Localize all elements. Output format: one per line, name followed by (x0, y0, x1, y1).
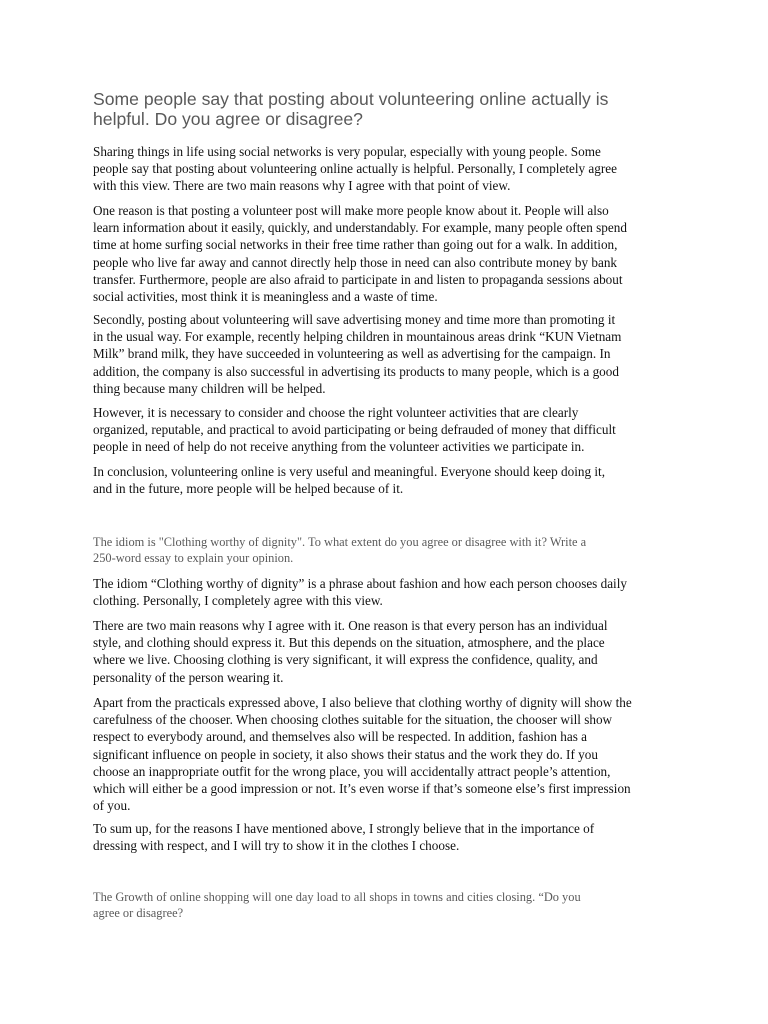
essay1-paragraph-reason-one: One reason is that posting a volunteer post will make more people know about it. People will also learn information about it easily, quickly, and understandably. For example, many people often spend time at home surfing social networks in their free time rather than going out for a walk. In addition, people who live far away and cannot directly help those in need can also contribute money by bank transfer. Furthermore, people are also afraid to participate in and listen to propaganda sessions about social activities, most think it is meaningless and a waste of time. (93, 203, 627, 305)
essay2-prompt: The idiom is "Clothing worthy of dignity". To what extent do you agree or disagree with it? Write a 250-word essay to explain your opinion. (93, 535, 587, 565)
essay1-paragraph-reason-two: Secondly, posting about volunteering will save advertising money and time more than promoting it in the usual way. For example, recently helping children in mountainous areas drink “KUN Vietnam Milk” brand milk, they have succeeded in volunteering as well as advertising for the campaign. In addition, the company is also successful in advertising its products to many people, which is a good thing because many children will be helped. (93, 312, 622, 396)
essay1-paragraph-however: However, it is necessary to consider and choose the right volunteer activities that are clearly organized, reputable, and practical to avoid participating or being defrauded of money that difficult people in need of help do not receive anything from the volunteer activities we participate in. (93, 405, 616, 455)
essay2-paragraph-intro: The idiom “Clothing worthy of dignity” is a phrase about fashion and how each person chooses daily clothing. Personally, I completely agree with this view. (93, 576, 627, 609)
essay2-paragraph-reasons: There are two main reasons why I agree with it. One reason is that every person has an individual style, and clothing should express it. But this depends on the situation, atmosphere, and the place where we live. Choosing clothing is very significant, it will express the confidence, quality, and personality of the person wearing it. (93, 618, 608, 685)
essay2-paragraph-carefulness: Apart from the practicals expressed above, I also believe that clothing worthy of dignity will show the carefulness of the chooser. When choosing clothes suitable for the situation, the chooser will show respect to everybody around, and themselves also will be respected. In addition, fashion has a significant influence on people in society, it also shows their status and the work they do. If you choose an inappropriate outfit for the wrong place, you will accidentally attract people’s attention, which will either be a good impression or not. It’s even worse if that’s someone else’s first impression of you. (93, 695, 632, 814)
essay3-prompt: The Growth of online shopping will one day load to all shops in towns and cities closing. “Do you agree or disagree? (93, 890, 581, 920)
essay1-title: Some people say that posting about volunteering online actually is helpful. Do you agree or disagree? (93, 89, 609, 129)
essay1-paragraph-conclusion: In conclusion, volunteering online is very useful and meaningful. Everyone should keep doing it, and in the future, more people will be helped because of it. (93, 464, 606, 497)
essay2-paragraph-conclusion: To sum up, for the reasons I have mentioned above, I strongly believe that in the importance of dressing with respect, and I will try to show it in the clothes I choose. (93, 821, 595, 854)
essay1-paragraph-intro: Sharing things in life using social networks is very popular, especially with young people. Some people say that posting about volunteering online actually is helpful. Personally, I completely agree with this view. There are two main reasons why I agree with that point of view. (93, 144, 617, 194)
